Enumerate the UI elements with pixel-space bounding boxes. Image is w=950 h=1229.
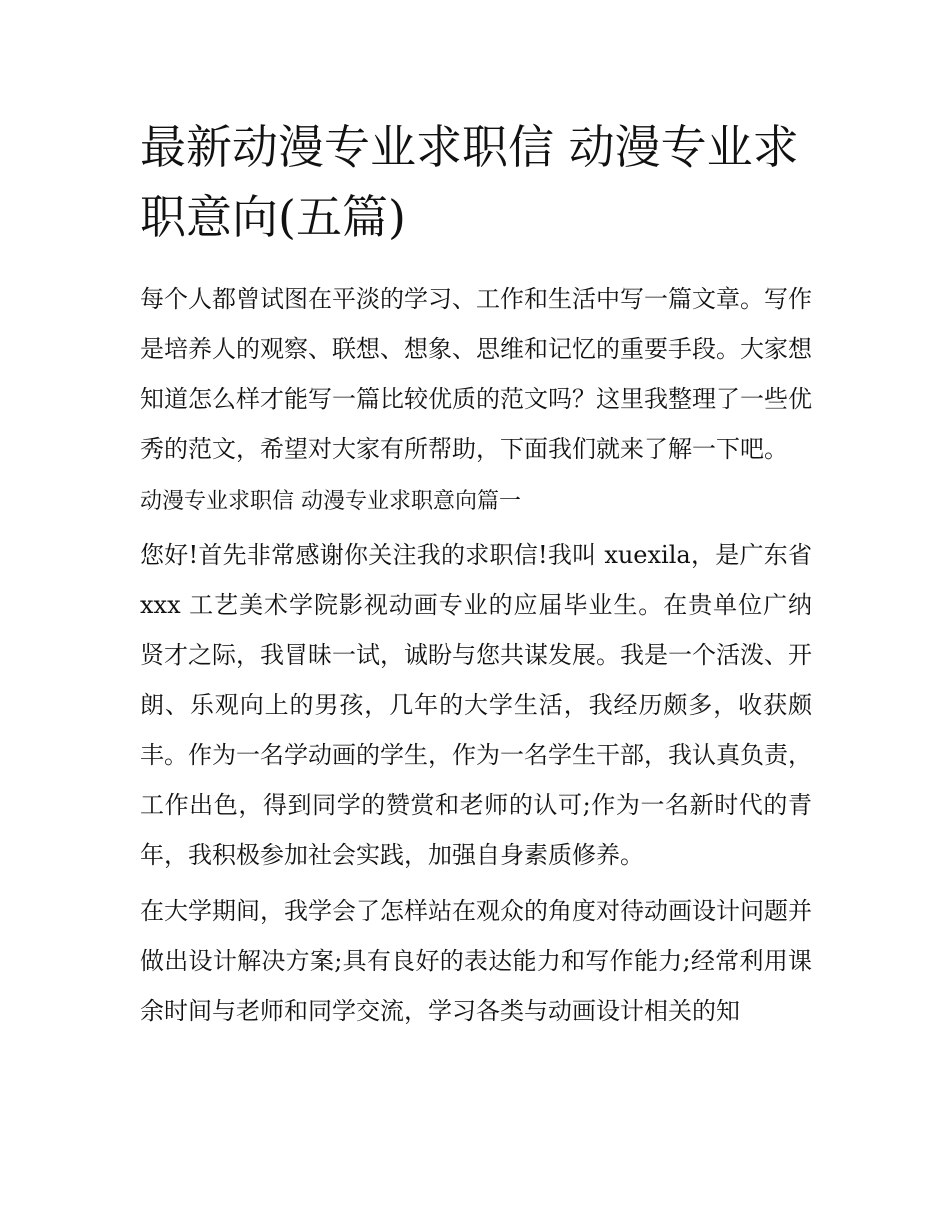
document-title: 最新动漫专业求职信 动漫专业求职意向(五篇) (140, 120, 799, 244)
document-body (140, 112, 812, 1042)
body-paragraph-1: 您好!首先非常感谢你关注我的求职信!我叫 xuexila，是广东省 xxx 工艺美术学院影视动画专业的应届毕业生。在贵单位广纳贤才之际，我冒昧一试，诚盼与您共谋发展。我是一个活泼、开朗、乐观向上的男孩，几年的大学生活，我经历颇多，收获颇丰。作为一名学动画的学生，作为一名学生干部，我认真负责，工作出色，得到同学的赞赏和老师的认可;作为一名新时代的青年，我积极参加社会实践，加强自身素质修养。 (140, 541, 812, 869)
body-paragraph-2: 在大学期间，我学会了怎样站在观众的角度对待动画设计问题并做出设计解决方案;具有良好的表达能力和写作能力;经常利用课余时间与老师和同学交流，学习各类与动画设计相关的知 (140, 897, 812, 1025)
intro-paragraph: 每个人都曾试图在平淡的学习、工作和生活中写一篇文章。写作是培养人的观察、联想、想象、思维和记忆的重要手段。大家想知道怎么样才能写一篇比较优质的范文吗？这里我整理了一些优秀的范文，希望对大家有所帮助，下面我们就来了解一下吧。 (140, 285, 812, 463)
section-heading: 动漫专业求职信 动漫专业求职意向篇一 (140, 489, 521, 514)
